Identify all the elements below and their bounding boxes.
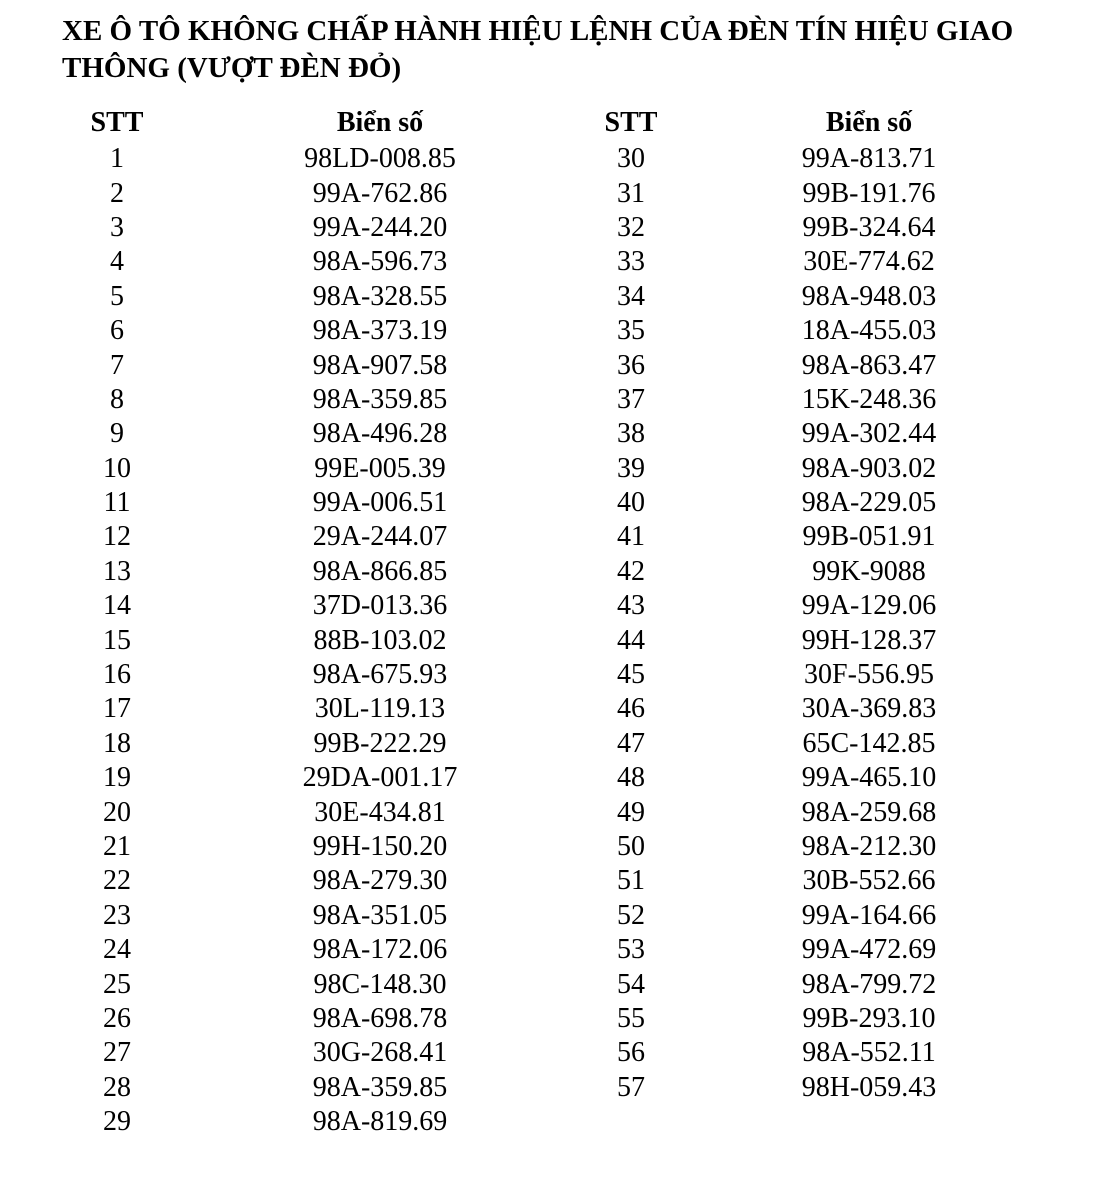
stt-cell: 16 bbox=[103, 659, 131, 691]
table-row bbox=[58, 692, 584, 726]
plate-cell: 98A-328.55 bbox=[312, 280, 448, 312]
stt-cell: 51 bbox=[617, 865, 645, 897]
plate-cell: 98LD-008.85 bbox=[304, 143, 456, 175]
table-row bbox=[572, 520, 1034, 554]
plate-cell: 98A-903.02 bbox=[801, 452, 937, 484]
plate-cell: 37D-013.36 bbox=[312, 590, 448, 622]
header-plate: Biển số bbox=[336, 107, 424, 138]
plate-cell: 98A-351.05 bbox=[312, 899, 448, 931]
plate-cell: 15K-248.36 bbox=[801, 383, 937, 415]
plate-cell: 98A-799.72 bbox=[801, 968, 937, 1000]
stt-cell: 27 bbox=[103, 1037, 131, 1069]
document-title: XE Ô TÔ KHÔNG CHẤP HÀNH HIỆU LỆNH CỦA ĐÈN TÍN HIỆU GIAO THÔNG (VƯỢT ĐÈN ĐỎ) bbox=[62, 15, 1014, 84]
table-row bbox=[58, 452, 584, 486]
table-row bbox=[58, 280, 584, 314]
plate-cell: 98A-359.85 bbox=[312, 1071, 448, 1103]
stt-cell: 12 bbox=[103, 521, 131, 553]
table-row bbox=[572, 967, 1034, 1001]
stt-cell: 48 bbox=[617, 762, 645, 794]
stt-cell: 25 bbox=[103, 968, 131, 1000]
table-row bbox=[58, 795, 584, 829]
table-row bbox=[58, 1036, 584, 1070]
table-row bbox=[572, 795, 1034, 829]
stt-cell: 26 bbox=[103, 1002, 131, 1034]
stt-cell: 6 bbox=[110, 315, 124, 347]
plate-cell: 98A-259.68 bbox=[801, 796, 937, 828]
table-body-right bbox=[572, 142, 1034, 1105]
plate-cell: 99A-813.71 bbox=[801, 143, 937, 175]
plate-cell: 99A-762.86 bbox=[312, 177, 448, 209]
stt-cell: 45 bbox=[617, 659, 645, 691]
plate-cell: 99A-472.69 bbox=[801, 934, 937, 966]
stt-cell: 19 bbox=[103, 762, 131, 794]
plate-cell: 99B-222.29 bbox=[313, 727, 447, 759]
plate-cell: 99A-465.10 bbox=[801, 762, 937, 794]
table-row bbox=[572, 727, 1034, 761]
stt-cell: 36 bbox=[617, 349, 645, 381]
table-row bbox=[572, 176, 1034, 210]
stt-cell: 35 bbox=[617, 315, 645, 347]
stt-cell: 30 bbox=[617, 143, 645, 175]
plate-cell: 98A-907.58 bbox=[312, 349, 448, 381]
table-row bbox=[58, 486, 584, 520]
plate-cell: 65C-142.85 bbox=[802, 727, 936, 759]
plate-cell: 30A-369.83 bbox=[801, 693, 937, 725]
stt-cell: 7 bbox=[110, 349, 124, 381]
stt-cell: 38 bbox=[617, 418, 645, 450]
table-row bbox=[572, 933, 1034, 967]
table-row bbox=[572, 452, 1034, 486]
plate-cell: 99A-244.20 bbox=[312, 211, 448, 243]
table-row bbox=[572, 1071, 1034, 1105]
plate-cell: 98A-496.28 bbox=[312, 418, 448, 450]
stt-cell: 40 bbox=[617, 487, 645, 519]
plate-cell: 30G-268.41 bbox=[312, 1037, 448, 1069]
stt-cell: 33 bbox=[617, 246, 645, 278]
plate-cell: 99B-324.64 bbox=[802, 211, 936, 243]
table-body-left bbox=[58, 142, 584, 1139]
stt-cell: 15 bbox=[103, 624, 131, 656]
stt-cell: 49 bbox=[617, 796, 645, 828]
plate-cell: 99A-006.51 bbox=[312, 487, 448, 519]
stt-cell: 55 bbox=[617, 1002, 645, 1034]
stt-cell: 1 bbox=[110, 143, 124, 175]
table-row bbox=[58, 933, 584, 967]
stt-cell: 3 bbox=[110, 211, 124, 243]
stt-cell: 14 bbox=[103, 590, 131, 622]
table-row bbox=[572, 589, 1034, 623]
header-stt: STT bbox=[604, 107, 658, 138]
table-row bbox=[58, 864, 584, 898]
plate-cell: 98A-596.73 bbox=[312, 246, 448, 278]
stt-cell: 37 bbox=[617, 383, 645, 415]
stt-cell: 42 bbox=[617, 555, 645, 587]
header-stt: STT bbox=[90, 107, 144, 138]
table-row bbox=[572, 417, 1034, 451]
stt-cell: 47 bbox=[617, 727, 645, 759]
table-row bbox=[572, 623, 1034, 657]
plate-table-right bbox=[572, 104, 1034, 1105]
table-row bbox=[58, 899, 584, 933]
header-plate: Biển số bbox=[825, 107, 913, 138]
stt-cell: 24 bbox=[103, 934, 131, 966]
table-row bbox=[58, 623, 584, 657]
plate-cell: 99H-150.20 bbox=[312, 831, 448, 862]
plate-cell: 99A-164.66 bbox=[801, 899, 937, 931]
plate-cell: 98A-866.85 bbox=[312, 555, 448, 587]
stt-cell: 32 bbox=[617, 211, 645, 243]
table-row bbox=[572, 348, 1034, 382]
table-row bbox=[572, 314, 1034, 348]
plate-cell: 98A-373.19 bbox=[312, 315, 448, 347]
stt-cell: 21 bbox=[103, 831, 131, 862]
stt-cell: 50 bbox=[617, 831, 645, 862]
table-row bbox=[572, 692, 1034, 726]
stt-cell: 8 bbox=[110, 383, 124, 415]
table-row bbox=[58, 967, 584, 1001]
table-row bbox=[572, 245, 1034, 279]
stt-cell: 54 bbox=[617, 968, 645, 1000]
table-header-row bbox=[58, 104, 584, 142]
stt-cell: 2 bbox=[110, 177, 124, 209]
table-row bbox=[58, 245, 584, 279]
plate-cell: 18A-455.03 bbox=[801, 315, 937, 347]
table-row bbox=[572, 280, 1034, 314]
plate-cell: 30E-774.62 bbox=[803, 246, 935, 278]
table-row bbox=[58, 1071, 584, 1105]
plate-cell: 98A-819.69 bbox=[312, 1106, 448, 1138]
plate-cell: 99K-9088 bbox=[812, 555, 926, 587]
plate-cell: 98C-148.30 bbox=[313, 968, 447, 1000]
plate-cell: 99A-129.06 bbox=[801, 590, 937, 622]
plate-cell: 99B-191.76 bbox=[802, 177, 936, 209]
stt-cell: 18 bbox=[103, 727, 131, 759]
table-row bbox=[572, 761, 1034, 795]
plate-cell: 88B-103.02 bbox=[313, 624, 447, 656]
plate-cell: 98A-948.03 bbox=[801, 280, 937, 312]
stt-cell: 41 bbox=[617, 521, 645, 553]
table-row bbox=[58, 1105, 584, 1139]
table-row bbox=[58, 658, 584, 692]
table-row bbox=[58, 383, 584, 417]
plate-cell: 98A-279.30 bbox=[312, 865, 448, 897]
stt-cell: 10 bbox=[103, 452, 131, 484]
table-row bbox=[58, 314, 584, 348]
plate-table-left bbox=[58, 104, 584, 1139]
table-row bbox=[58, 830, 584, 864]
plate-cell: 29A-244.07 bbox=[312, 521, 448, 553]
stt-cell: 31 bbox=[617, 177, 645, 209]
stt-cell: 43 bbox=[617, 590, 645, 622]
stt-cell: 20 bbox=[103, 796, 131, 828]
plate-cell: 99A-302.44 bbox=[801, 418, 937, 450]
stt-cell: 17 bbox=[103, 693, 131, 725]
plate-cell: 98A-863.47 bbox=[801, 349, 937, 381]
plate-cell: 29DA-001.17 bbox=[302, 762, 458, 794]
plate-cell: 98A-229.05 bbox=[801, 487, 937, 519]
table-row bbox=[58, 417, 584, 451]
plate-cell: 99B-293.10 bbox=[802, 1002, 936, 1034]
stt-cell: 28 bbox=[103, 1071, 131, 1103]
plate-cell: 99B-051.91 bbox=[802, 521, 936, 553]
plate-cell: 98H-059.43 bbox=[801, 1071, 937, 1103]
stt-cell: 44 bbox=[617, 624, 645, 656]
stt-cell: 22 bbox=[103, 865, 131, 897]
stt-cell: 5 bbox=[110, 280, 124, 312]
table-row bbox=[58, 176, 584, 210]
stt-cell: 4 bbox=[110, 246, 124, 278]
table-row bbox=[572, 211, 1034, 245]
plate-cell: 98A-212.30 bbox=[801, 831, 937, 862]
table-row bbox=[572, 486, 1034, 520]
stt-cell: 23 bbox=[103, 899, 131, 931]
plate-cell: 30F-556.95 bbox=[804, 659, 934, 691]
stt-cell: 13 bbox=[103, 555, 131, 587]
table-row bbox=[58, 211, 584, 245]
table-row bbox=[572, 830, 1034, 864]
plate-cell: 98A-359.85 bbox=[312, 383, 448, 415]
table-row bbox=[572, 555, 1034, 589]
plate-cell: 99H-128.37 bbox=[801, 624, 937, 656]
table-row bbox=[58, 727, 584, 761]
stt-cell: 57 bbox=[617, 1071, 645, 1103]
plate-cell: 98A-172.06 bbox=[312, 934, 448, 966]
table-row bbox=[58, 348, 584, 382]
table-row bbox=[58, 761, 584, 795]
table-row bbox=[58, 1002, 584, 1036]
table-row bbox=[58, 142, 584, 176]
stt-cell: 34 bbox=[617, 280, 645, 312]
plate-cell: 30E-434.81 bbox=[314, 796, 446, 828]
table-row bbox=[572, 658, 1034, 692]
table-header-row bbox=[572, 104, 1034, 142]
table-row bbox=[58, 589, 584, 623]
table-row bbox=[572, 383, 1034, 417]
stt-cell: 39 bbox=[617, 452, 645, 484]
plate-cell: 99E-005.39 bbox=[314, 452, 446, 484]
table-row bbox=[572, 1036, 1034, 1070]
table-row bbox=[58, 520, 584, 554]
table-row bbox=[572, 899, 1034, 933]
table-row bbox=[58, 555, 584, 589]
stt-cell: 11 bbox=[103, 487, 131, 519]
stt-cell: 29 bbox=[103, 1106, 131, 1138]
plate-cell: 30L-119.13 bbox=[314, 693, 446, 725]
plate-cell: 98A-675.93 bbox=[312, 659, 448, 691]
plate-cell: 30B-552.66 bbox=[802, 865, 936, 897]
stt-cell: 52 bbox=[617, 899, 645, 931]
table-row bbox=[572, 1002, 1034, 1036]
stt-cell: 46 bbox=[617, 693, 645, 725]
stt-cell: 56 bbox=[617, 1037, 645, 1069]
stt-cell: 9 bbox=[110, 418, 124, 450]
table-row bbox=[572, 864, 1034, 898]
plate-cell: 98A-552.11 bbox=[802, 1037, 936, 1069]
stt-cell: 53 bbox=[617, 934, 645, 966]
table-row bbox=[572, 142, 1034, 176]
plate-cell: 98A-698.78 bbox=[312, 1002, 448, 1034]
